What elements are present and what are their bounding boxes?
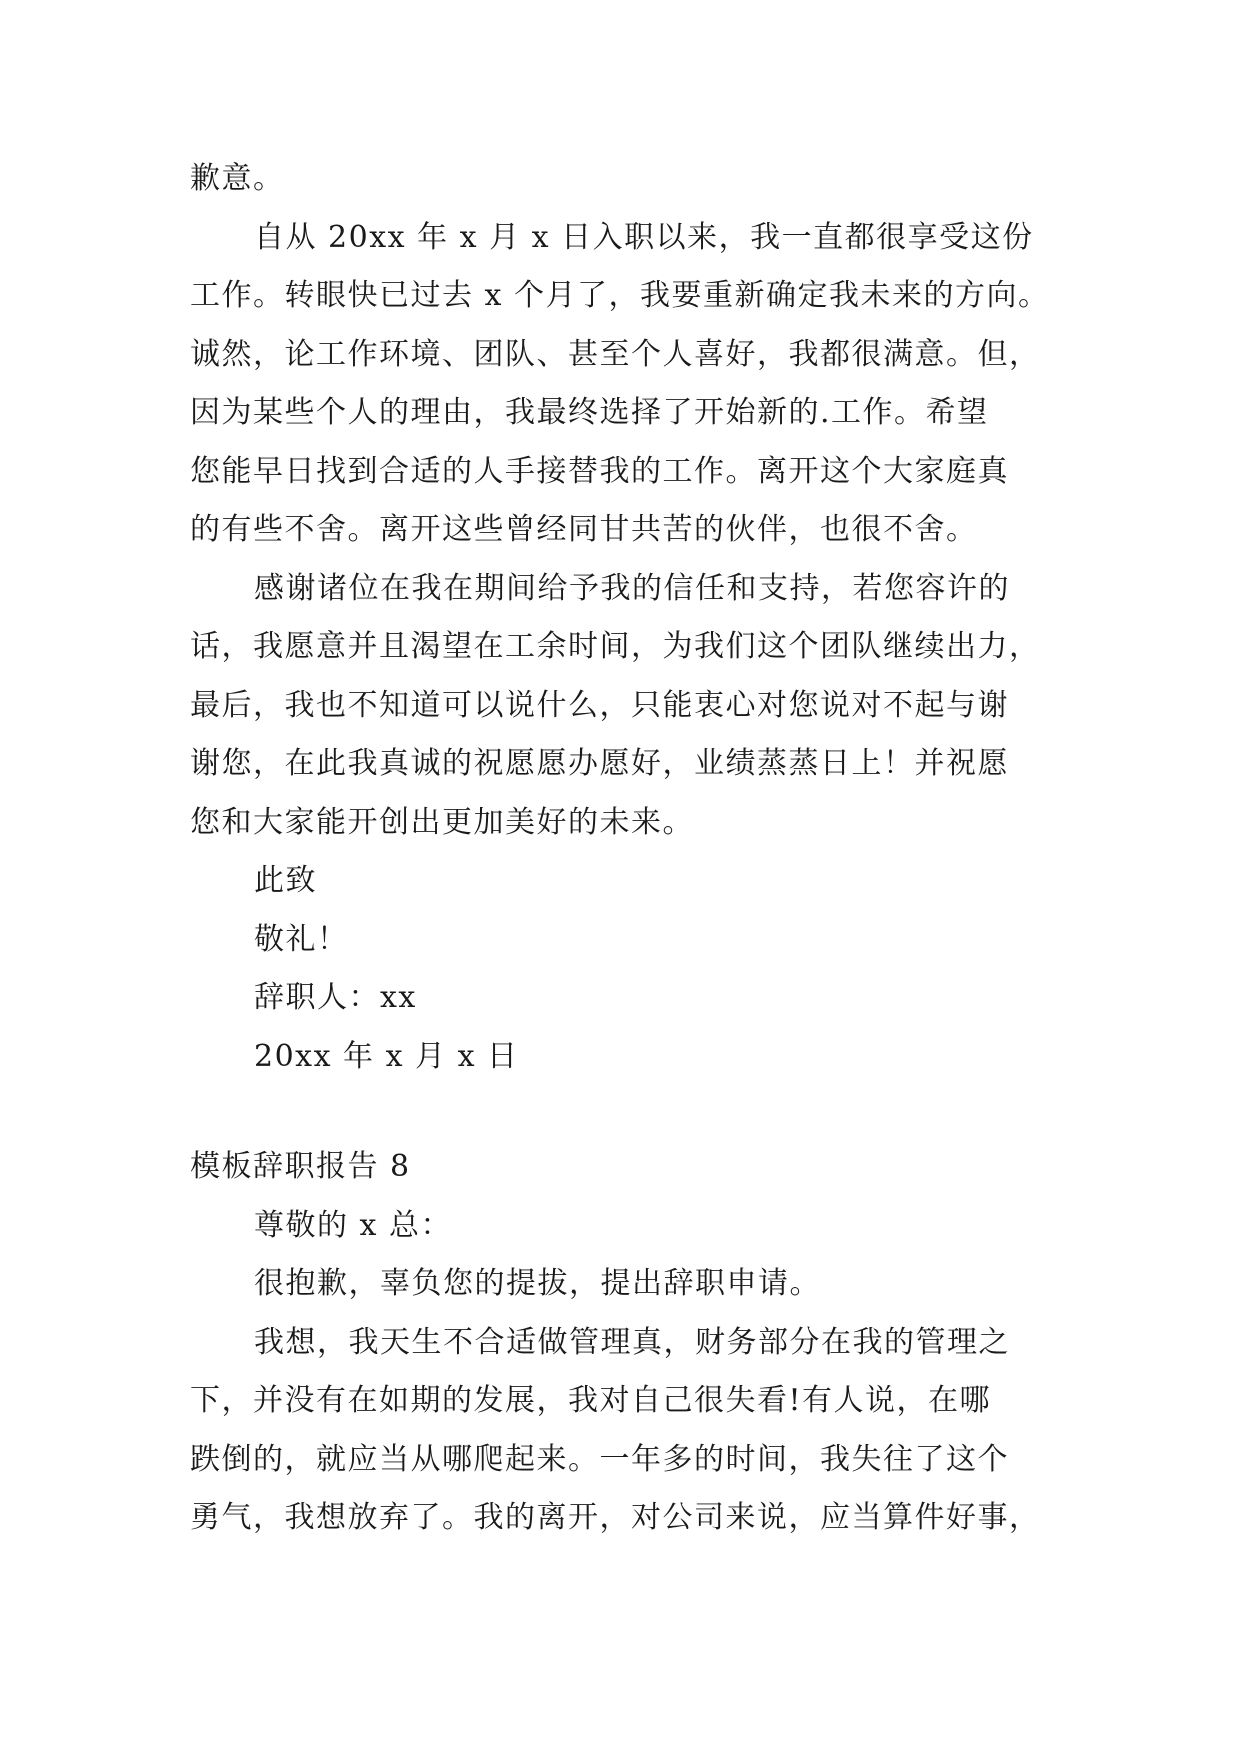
opening-fragment: 歉意。 [190, 161, 285, 196]
letter8-sentence1: 很抱歉，辜负您的提拔，提出辞职申请。 [254, 1266, 821, 1301]
letter8-paragraph-line-4: 勇气，我想放弃了。我的离开，对公司来说，应当算件好事， [190, 1500, 1041, 1535]
paragraph1-line-6: 的有些不舍。离开这些曾经同甘共苦的伙伴，也很不舍。 [190, 512, 978, 547]
letter8-paragraph-line-3: 跌倒的，就应当从哪爬起来。一年多的时间，我失往了这个 [190, 1441, 1009, 1477]
paragraph1-line-3: 诚然，论工作环境、团队、甚至个人喜好，我都很满意。但， [190, 336, 1041, 372]
paragraph1-line-1: 自从 20xx 年 x 月 x 日入职以来，我一直都很享受这份 [254, 219, 1034, 255]
paragraph1-line-2: 工作。转眼快已过去 x 个月了，我要重新确定我未来的方向。 [190, 278, 1050, 313]
paragraph2-line-3: 最后，我也不知道可以说什么，只能衷心对您说对不起与谢 [190, 687, 1009, 723]
document-page [190, 150, 1050, 1548]
paragraph2-line-2: 话，我愿意并且渴望在工余时间，为我们这个团队继续出力， [190, 629, 1041, 664]
paragraph2-line-5: 您和大家能开创出更加美好的未来。 [190, 804, 694, 840]
letter8-greeting: 尊敬的 x 总： [254, 1207, 452, 1243]
closing-signer: 辞职人：xx [254, 980, 417, 1015]
paragraph2-line-4: 谢您，在此我真诚的祝愿愿办愿好，业绩蒸蒸日上！并祝愿 [190, 746, 1009, 781]
paragraph2-line-1: 感谢诸位在我在期间给予我的信任和支持，若您容许的 [254, 570, 1010, 606]
closing-salute: 此致 [254, 863, 317, 898]
paragraph1-line-4: 因为某些个人的理由，我最终选择了开始新的.工作。希望 [190, 395, 989, 430]
closing-regards: 敬礼！ [254, 921, 349, 957]
paragraph1-line-5: 您能早日找到合适的人手接替我的工作。离开这个大家庭真 [190, 453, 1009, 489]
letter8-paragraph-line-1: 我想，我天生不合适做管理真，财务部分在我的管理之 [254, 1324, 1010, 1360]
section-spacer [190, 1086, 1050, 1138]
letter8-paragraph-line-2: 下，并没有在如期的发展，我对自己很失看!有人说，在哪 [190, 1383, 992, 1418]
section-title: 模板辞职报告 8 [190, 1149, 411, 1184]
closing-date: 20xx 年 x 月 x 日 [254, 1038, 519, 1074]
